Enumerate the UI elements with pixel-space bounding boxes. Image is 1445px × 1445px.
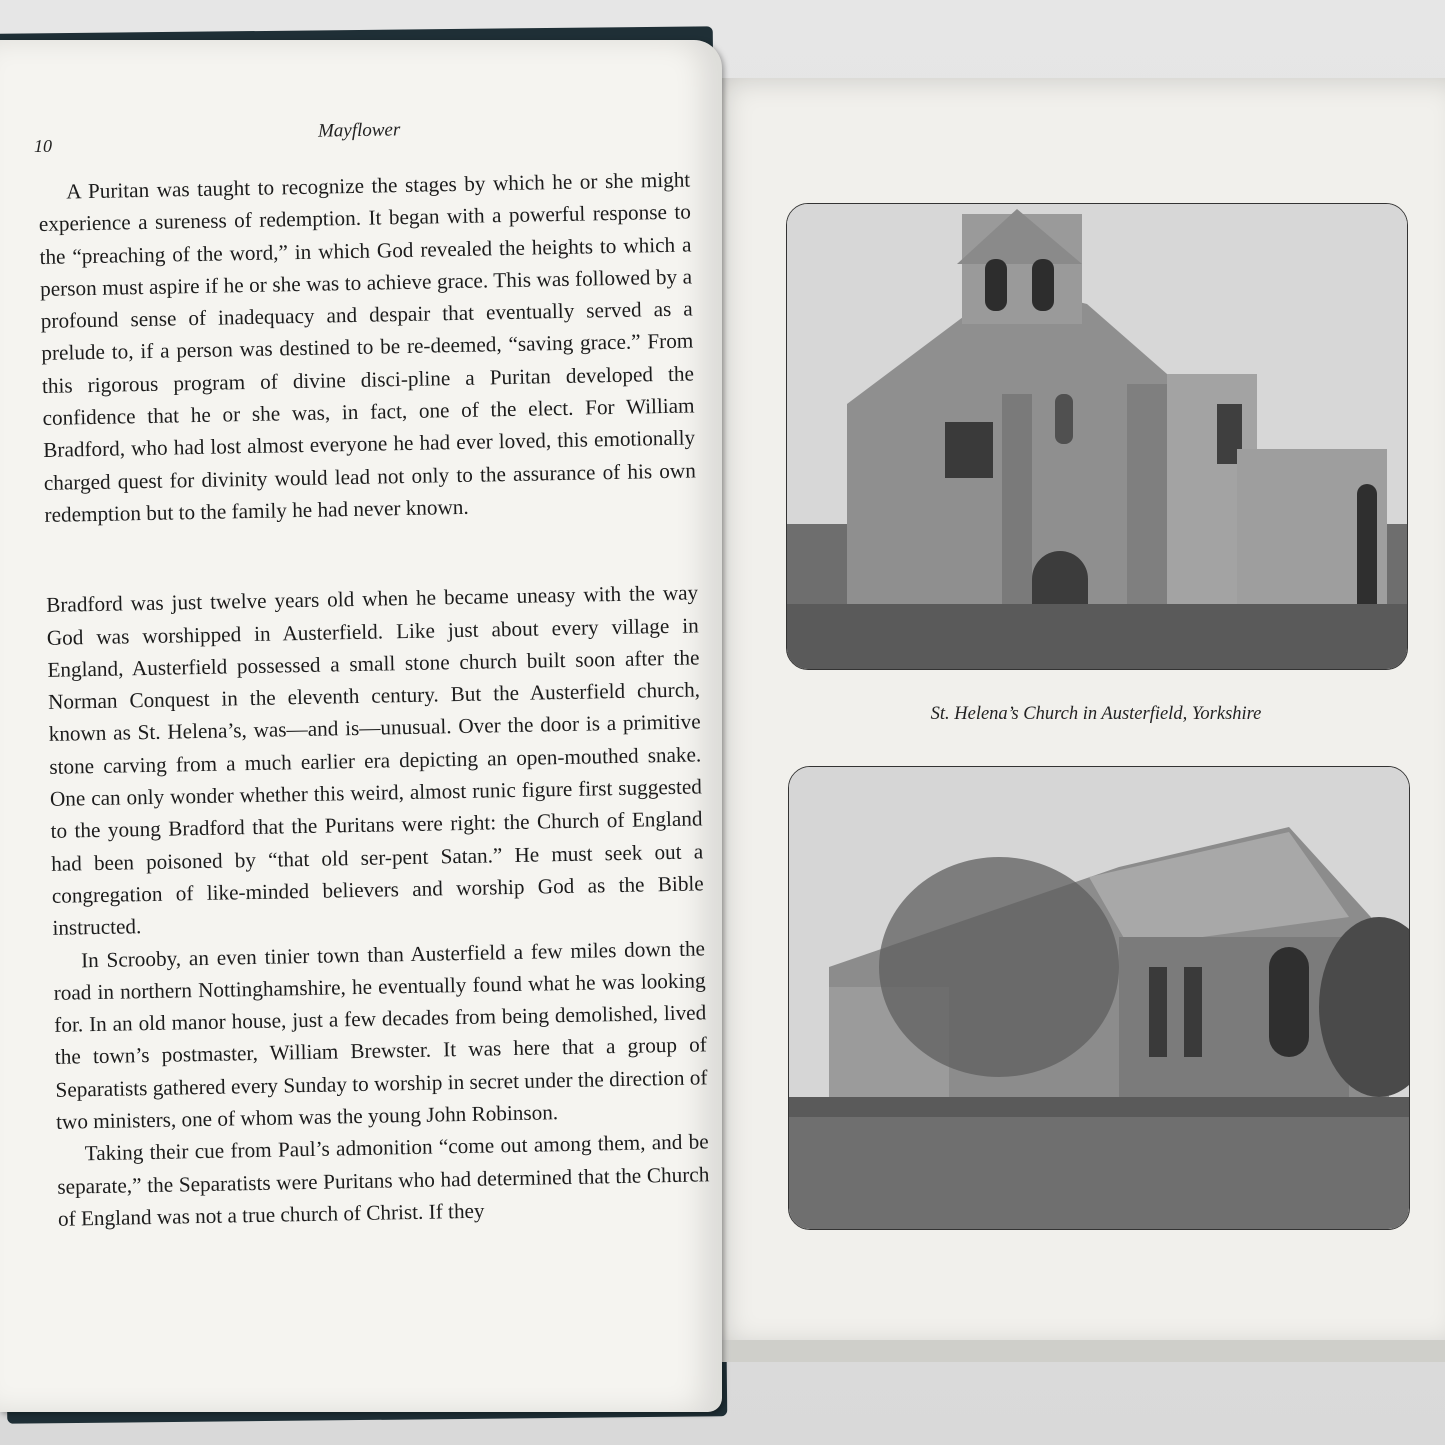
paragraph-2: Bradford was just twelve years old when he became uneasy with the way God was worshipped in Austerfield. Like just about every village in England, Austerfield possessed a small stone church built soon after the Norman Conquest in the eleventh century. But the Austerfield church, known as St. Helena’s, was—and is—unusual. Over the door is a primitive stone carving from a much earlier era depicting an open-mouthed snake. One can only wonder whether this weird, almost runic figure first suggested to the young Bradford that the Puritans were right: the Church of England had been poisoned by “that old ser-pent Satan.” He must seek out a congregation of like-minded believers and worship God as the Bible instructed. [46, 580, 704, 941]
paragraph-1: A Puritan was taught to recognize the stages by which he or she might experience a sureness of redemption. It began with a powerful response to the “preaching of the word,” in which God revealed the heights to which a person must aspire if he or she was to achieve grace. This was followed by a profound sense of inadequacy and despair that eventually served as a prelude to, if a person was destined to be re-deemed, “saving grace.” From this rigorous program of divine disci-pline a Puritan developed the confidence that he or she was, in fact, one of the elect. For William Bradford, who had lost almost everyone he had ever loved, this emotionally charged quest for divinity would lead not only to the assurance of his own redemption but to the family he had never known. [38, 167, 696, 527]
page-number: 10 [34, 136, 52, 156]
figure-caption: St. Helena’s Church in Austerfield, Yorkshire [930, 704, 1262, 724]
church-image [787, 204, 1407, 669]
paragraph-4: Taking their cue from Paul’s admonition “come out among them, and be separate,” the Separatists were Puritans who had determined that the Church of England was not a true church of Christ. If they [57, 1129, 710, 1231]
church-image-2 [789, 767, 1409, 1229]
body-text [38, 163, 710, 1235]
paragraph-3: In Scrooby, an even tinier town than Austerfield a few miles down the road in northern Nottinghamshire, he eventually found what he was looking for. In an old manor house, just a few decades from being demolished, lived the town’s postmaster, William Brewster. It was here that a group of Separatists gathered every Sunday to worship in secret under the direction of two ministers, one of whom was the young John Robinson. [53, 935, 708, 1134]
church-photo-scrooby [788, 766, 1410, 1230]
page-stack-edge [705, 1340, 1445, 1362]
left-page [0, 40, 722, 1412]
running-title: Mayflower [317, 119, 401, 142]
church-photo-st-helenas [786, 203, 1408, 670]
